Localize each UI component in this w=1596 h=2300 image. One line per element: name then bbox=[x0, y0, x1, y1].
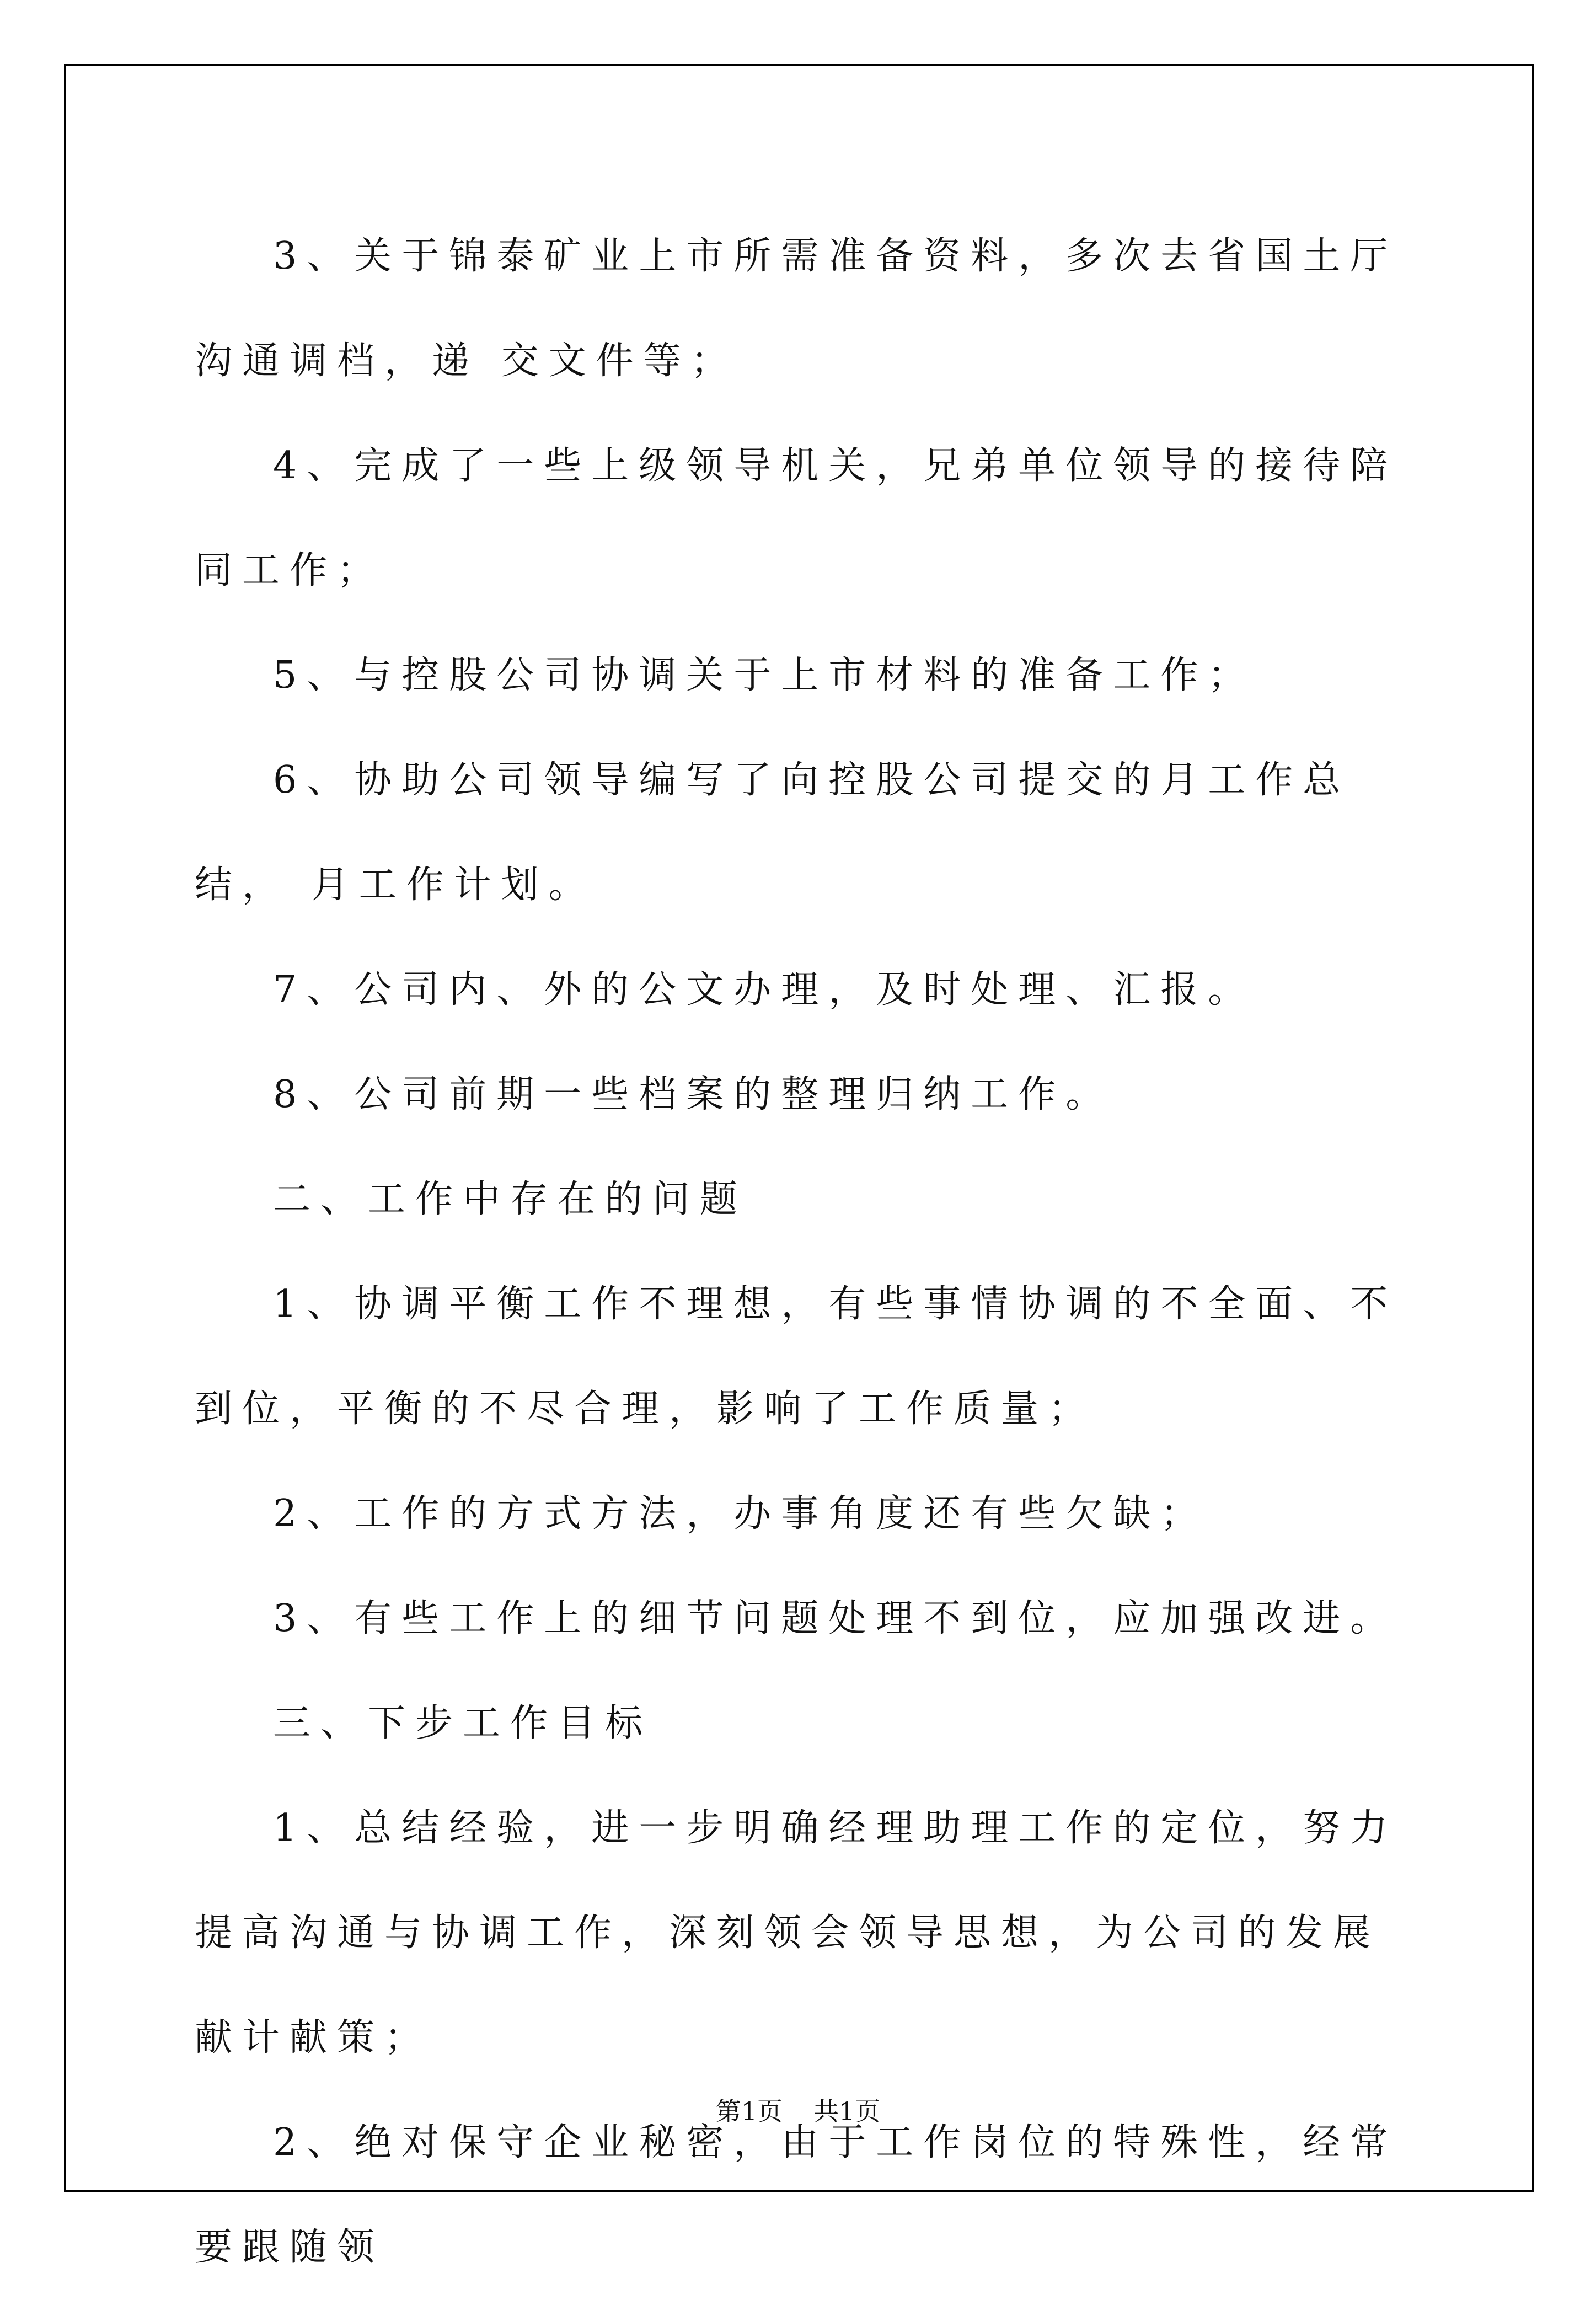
page-number: 第1页 bbox=[715, 2096, 783, 2126]
document-body bbox=[195, 204, 1408, 2300]
paragraph-goal-1: 1、总结经验，进一步明确经理助理工作的定位，努力提高沟通与协调工作，深刻领会领导思想，为公司的发展献计献策； bbox=[195, 1806, 1398, 2060]
paragraph-problem-2: 2、工作的方式方法，办事角度还有些欠缺； bbox=[273, 1492, 1208, 1536]
page-footer bbox=[0, 2095, 1596, 2128]
section-heading-goals: 三、下步工作目标 bbox=[273, 1702, 653, 1745]
paragraph-problem-3: 3、有些工作上的细节问题处理不到位，应加强改进。 bbox=[273, 1597, 1398, 1640]
paragraph-item-5-coordination: 5、与控股公司协调关于上市材料的准备工作； bbox=[273, 654, 1256, 697]
paragraph-item-7-documents: 7、公司内、外的公文办理，及时处理、汇报。 bbox=[273, 968, 1256, 1012]
page-total: 共1页 bbox=[813, 2096, 881, 2126]
section-heading-problems: 二、工作中存在的问题 bbox=[273, 1178, 748, 1221]
paragraph-item-6-summary: 6、协助公司领导编写了向控股公司提交的月工作总结， 月工作计划。 bbox=[195, 758, 1351, 907]
paragraph-item-3-materials: 3、关于锦泰矿业上市所需准备资料，多次去省国土厅沟通调档，递 交文件等； bbox=[195, 234, 1398, 383]
paragraph-item-8-archives: 8、公司前期一些档案的整理归纳工作。 bbox=[273, 1073, 1113, 1116]
paragraph-problem-1: 1、协调平衡工作不理想，有些事情协调的不全面、不到位，平衡的不尽合理，影响了工作质量； bbox=[195, 1282, 1398, 1431]
paragraph-goal-2: 2、绝对保守企业秘密，由于工作岗位的特殊性，经常要跟随领 bbox=[195, 2121, 1398, 2269]
paragraph-item-4-reception: 4、完成了一些上级领导机关，兄弟单位领导的接待陪同工作； bbox=[195, 444, 1398, 592]
